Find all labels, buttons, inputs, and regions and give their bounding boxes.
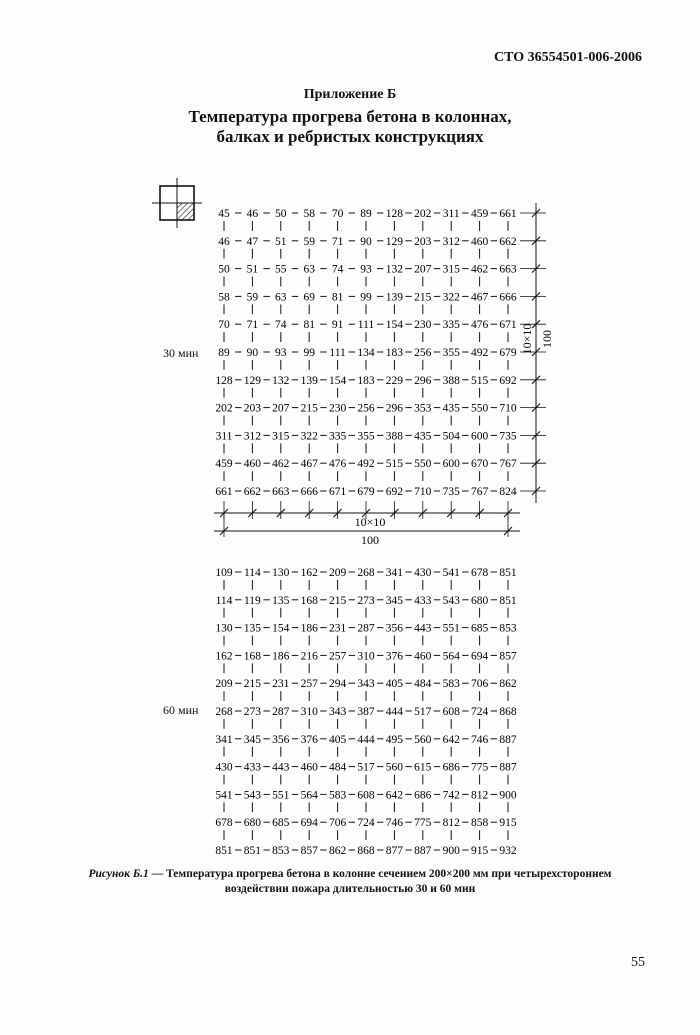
grid-30-value: 670 — [470, 458, 489, 471]
grid-30-min — [215, 208, 517, 498]
grid-30-value: 322 — [442, 291, 460, 304]
grid-60-value: 686 — [414, 789, 432, 802]
grid-30-value: 71 — [331, 235, 344, 248]
grid-60-value: 560 — [385, 761, 404, 774]
grid-30-value: 139 — [385, 291, 404, 304]
grid-60-value: 341 — [385, 567, 404, 579]
grid-60-value: 775 — [470, 761, 489, 774]
grid-30-value: 134 — [357, 347, 375, 359]
grid-30-value: 296 — [414, 374, 432, 387]
grid-60-value: 268 — [357, 567, 375, 579]
grid-30-value: 203 — [414, 235, 432, 248]
grid-30-value: 315 — [442, 263, 460, 276]
grid-60-value: 551 — [272, 789, 290, 802]
section-title-line-1: Температура прогрева бетона в колоннах, — [188, 107, 512, 126]
grid-30-value: 129 — [385, 235, 404, 248]
grid-30-value: 89 — [360, 208, 372, 220]
grid-30-value: 50 — [218, 263, 230, 276]
grid-60-value: 460 — [300, 761, 318, 774]
grid-60-value: 564 — [442, 650, 460, 663]
grid-30-value: 91 — [331, 319, 344, 332]
grid-30-value: 51 — [275, 235, 287, 248]
appendix-title: Приложение Б — [303, 87, 397, 102]
grid-60-value: 484 — [328, 761, 347, 774]
grid-60-value: 130 — [215, 622, 233, 635]
grid-60-value: 209 — [215, 678, 233, 691]
grid-60-value: 853 — [272, 845, 290, 857]
grid-60-value: 405 — [385, 678, 404, 691]
grid-30-value: 154 — [385, 319, 404, 332]
grid-30-value: 322 — [300, 430, 318, 443]
grid-60-value: 706 — [328, 817, 347, 830]
column-section-icon — [152, 178, 202, 228]
grid-60-value: 376 — [300, 733, 318, 746]
grid-30-value: 710 — [414, 486, 432, 498]
grid-30-value: 671 — [328, 486, 347, 498]
grid-60-value: 130 — [272, 567, 290, 579]
grid-60-value: 444 — [357, 733, 375, 746]
grid-30-value: 111 — [357, 319, 375, 332]
grid-30-value: 229 — [385, 374, 404, 387]
grid-30-value: 515 — [470, 374, 489, 387]
figure-caption — [0, 867, 700, 897]
grid-30-value: 59 — [303, 235, 315, 248]
grid-30-value: 671 — [499, 319, 517, 332]
grid-60-value: 268 — [215, 706, 233, 718]
grid-60-value: 430 — [414, 567, 432, 579]
grid-60-value: 273 — [357, 594, 375, 607]
grid-60-value: 686 — [442, 761, 460, 774]
grid-30-value: 139 — [300, 374, 318, 387]
grid-30-value: 692 — [499, 374, 517, 387]
grid-30-value: 51 — [246, 263, 259, 276]
grid-30-value: 202 — [215, 402, 233, 415]
grid-60-value: 862 — [328, 845, 347, 857]
grid-60-value: 444 — [385, 706, 404, 718]
grid-60-value: 119 — [243, 594, 261, 607]
grid-30-value: 476 — [328, 458, 347, 471]
grid-60-value: 543 — [243, 789, 262, 802]
time-label-30: 30 мин — [163, 346, 199, 360]
grid-60-value: 853 — [499, 622, 517, 635]
grid-30-value: 662 — [243, 486, 262, 498]
grid-30-value: 311 — [442, 208, 460, 220]
grid-60-value: 812 — [442, 817, 460, 830]
grid-60-value: 615 — [414, 761, 432, 774]
grid-60-value: 215 — [328, 594, 347, 607]
grid-60-value: 162 — [300, 567, 318, 579]
grid-30-value: 467 — [470, 291, 489, 304]
grid-60-value: 858 — [470, 817, 489, 830]
grid-30-value: 435 — [414, 430, 432, 443]
grid-30-value: 128 — [215, 374, 233, 387]
grid-30-value: 74 — [275, 319, 287, 332]
grid-60-value: 517 — [357, 761, 375, 774]
grid-60-value: 215 — [243, 678, 262, 691]
page-number: 55 — [631, 955, 645, 970]
grid-30-value: 661 — [499, 208, 517, 220]
grid-60-value: 135 — [272, 594, 290, 607]
grid-30-value: 692 — [385, 486, 404, 498]
grid-30-value: 132 — [272, 374, 290, 387]
grid-60-value: 746 — [385, 817, 404, 830]
grid-30-value: 45 — [218, 208, 230, 220]
grid-60-value: 109 — [215, 567, 233, 579]
grid-30-value: 492 — [470, 347, 489, 359]
grid-60-value: 345 — [385, 594, 404, 607]
grid-60-value: 162 — [215, 650, 233, 663]
grid-30-value: 215 — [300, 402, 318, 415]
grid-60-value: 560 — [414, 733, 432, 746]
grid-60-value: 310 — [357, 650, 375, 663]
grid-30-value: 50 — [275, 208, 287, 220]
grid-30-value: 767 — [470, 486, 489, 498]
grid-30-value: 63 — [303, 263, 315, 276]
grid-30-value: 600 — [442, 458, 460, 471]
dimension-label-spacing-horizontal: 10×10 — [354, 515, 386, 529]
grid-30-value: 335 — [328, 430, 347, 443]
grid-60-value: 678 — [470, 567, 489, 579]
grid-30-value: 824 — [499, 486, 517, 498]
caption-text-line-2: воздействии пожара длительностью 30 и 60 мин — [224, 883, 476, 895]
grid-60-min — [215, 567, 517, 857]
grid-60-value: 642 — [442, 733, 460, 746]
grid-30-value: 47 — [246, 235, 259, 248]
grid-30-value: 460 — [243, 458, 262, 471]
grid-60-value: 460 — [414, 650, 432, 663]
grid-60-value: 405 — [328, 733, 347, 746]
grid-60-value: 376 — [385, 650, 404, 663]
grid-60-value: 608 — [442, 706, 460, 718]
grid-30-value: 230 — [414, 319, 432, 332]
grid-60-value: 433 — [414, 594, 432, 607]
grid-60-value: 887 — [499, 761, 517, 774]
grid-60-value: 887 — [499, 733, 517, 746]
grid-30-value: 183 — [357, 374, 375, 387]
grid-30-value: 46 — [246, 208, 259, 220]
grid-60-value: 642 — [385, 789, 404, 802]
grid-30-value: 476 — [470, 319, 489, 332]
grid-60-value: 541 — [215, 789, 233, 802]
grid-30-value: 312 — [442, 235, 460, 248]
grid-60-value: 608 — [357, 789, 375, 802]
grid-60-value: 724 — [357, 817, 375, 830]
caption-text-line-1: — Температура прогрева бетона в колонне сечением 200×200 мм при четырехстороннем — [148, 868, 612, 880]
grid-60-value: 168 — [243, 650, 262, 663]
grid-30-value: 296 — [385, 402, 404, 415]
grid-30-value: 462 — [470, 263, 489, 276]
grid-30-value: 315 — [272, 430, 290, 443]
grid-60-value: 186 — [272, 650, 290, 663]
grid-60-value: 685 — [272, 817, 290, 830]
grid-60-value: 851 — [499, 567, 517, 579]
grid-30-value: 90 — [246, 347, 259, 359]
grid-30-value: 735 — [442, 486, 460, 498]
grid-30-value: 662 — [499, 235, 517, 248]
grid-30-value: 46 — [218, 235, 230, 248]
grid-60-value: 812 — [470, 789, 489, 802]
grid-30-value: 58 — [303, 208, 315, 220]
grid-60-value: 694 — [300, 817, 318, 830]
figure-label: Рисунок Б.1 — [88, 868, 149, 880]
grid-30-value: 435 — [442, 402, 460, 415]
grid-60-value: 862 — [499, 678, 517, 691]
grid-60-value: 257 — [300, 678, 318, 691]
grid-60-value: 387 — [357, 706, 375, 718]
grid-30-value: 63 — [275, 291, 287, 304]
grid-30-value: 550 — [414, 458, 432, 471]
grid-60-value: 851 — [499, 594, 517, 607]
grid-30-value: 256 — [357, 402, 375, 415]
document-code: СТО 36554501-006-2006 — [494, 50, 642, 65]
grid-30-value: 230 — [328, 402, 347, 415]
grid-30-value: 132 — [385, 263, 404, 276]
grid-60-value: 915 — [499, 817, 517, 830]
grid-30-value: 335 — [442, 319, 460, 332]
grid-60-value: 887 — [414, 845, 432, 857]
grid-30-value: 111 — [329, 347, 346, 359]
grid-60-value: 857 — [300, 845, 318, 857]
grid-60-value: 583 — [328, 789, 347, 802]
grid-30-value: 679 — [357, 486, 375, 498]
grid-60-value: 114 — [243, 567, 261, 579]
grid-60-value: 273 — [243, 706, 262, 718]
grid-60-value: 154 — [272, 622, 290, 635]
grid-60-value: 114 — [215, 594, 233, 607]
grid-60-value: 294 — [328, 678, 347, 691]
grid-60-value: 564 — [300, 789, 318, 802]
grid-30-value: 55 — [275, 263, 287, 276]
grid-30-value: 459 — [470, 208, 489, 220]
grid-60-value: 915 — [470, 845, 489, 857]
grid-60-value: 742 — [442, 789, 460, 802]
grid-60-value: 356 — [385, 622, 404, 635]
grid-30-value: 207 — [272, 402, 290, 415]
grid-60-value: 877 — [385, 845, 404, 857]
grid-60-value: 287 — [357, 622, 375, 635]
grid-60-value: 900 — [499, 789, 517, 802]
grid-60-value: 868 — [357, 845, 375, 857]
grid-30-value: 550 — [470, 402, 489, 415]
grid-30-value: 183 — [385, 347, 404, 359]
grid-60-value: 430 — [215, 761, 233, 774]
dimension-label-total-vertical: 100 — [540, 330, 554, 348]
grid-60-value: 484 — [414, 678, 432, 691]
grid-30-value: 312 — [243, 430, 262, 443]
grid-30-value: 735 — [499, 430, 517, 443]
grid-30-value: 353 — [414, 402, 432, 415]
grid-30-value: 710 — [499, 402, 517, 415]
grid-30-value: 663 — [272, 486, 290, 498]
grid-30-value: 661 — [215, 486, 233, 498]
grid-60-value: 551 — [442, 622, 460, 635]
grid-30-value: 70 — [218, 319, 230, 332]
grid-60-value: 517 — [414, 706, 432, 718]
grid-30-value: 154 — [328, 374, 347, 387]
grid-60-value: 541 — [442, 567, 460, 579]
grid-30-value: 71 — [246, 319, 259, 332]
grid-60-value: 345 — [243, 733, 262, 746]
grid-60-value: 209 — [328, 567, 347, 579]
grid-30-value: 99 — [360, 291, 372, 304]
grid-60-value: 231 — [272, 678, 290, 691]
grid-30-value: 93 — [360, 263, 372, 276]
grid-30-value: 462 — [272, 458, 290, 471]
grid-30-value: 89 — [218, 347, 230, 359]
grid-60-value: 443 — [272, 761, 290, 774]
grid-60-value: 343 — [328, 706, 347, 718]
grid-60-value: 433 — [243, 761, 262, 774]
grid-30-value: 663 — [499, 263, 517, 276]
grid-60-value: 851 — [243, 845, 262, 857]
grid-60-value: 868 — [499, 706, 517, 718]
grid-30-value: 207 — [414, 263, 432, 276]
grid-30-value: 69 — [303, 291, 315, 304]
grid-30-value: 679 — [499, 347, 517, 359]
grid-30-value: 460 — [470, 235, 489, 248]
grid-60-value: 932 — [499, 845, 517, 857]
grid-30-value: 388 — [385, 430, 404, 443]
grid-60-value: 685 — [470, 622, 489, 635]
grid-60-value: 583 — [442, 678, 460, 691]
grid-30-value: 90 — [360, 235, 372, 248]
grid-60-value: 135 — [243, 622, 262, 635]
grid-30-value: 81 — [331, 291, 344, 304]
grid-30-value: 129 — [243, 374, 262, 387]
grid-60-value: 857 — [499, 650, 517, 663]
grid-60-value: 543 — [442, 594, 460, 607]
grid-60-value: 186 — [300, 622, 318, 635]
grid-30-value: 99 — [303, 347, 315, 359]
time-label-60: 60 мин — [163, 703, 199, 717]
grid-60-value: 495 — [385, 733, 404, 746]
grid-30-value: 504 — [442, 430, 460, 443]
grid-30-value: 355 — [357, 430, 375, 443]
grid-30-value: 58 — [218, 291, 230, 304]
dimension-label-total-horizontal: 100 — [361, 533, 379, 547]
grid-30-value: 311 — [215, 430, 233, 443]
grid-60-value: 678 — [215, 817, 233, 830]
grid-60-value: 443 — [414, 622, 432, 635]
grid-30-value: 256 — [414, 347, 432, 359]
grid-60-value: 680 — [470, 594, 489, 607]
grid-30-value: 467 — [300, 458, 318, 471]
grid-30-value: 767 — [499, 458, 517, 471]
grid-60-value: 216 — [300, 650, 318, 663]
grid-60-value: 231 — [328, 622, 347, 635]
grid-60-value: 706 — [470, 678, 489, 691]
grid-60-value: 900 — [442, 845, 460, 857]
grid-30-value: 215 — [414, 291, 432, 304]
grid-60-value: 746 — [470, 733, 489, 746]
grid-30-value: 459 — [215, 458, 233, 471]
grid-60-value: 310 — [300, 706, 318, 718]
grid-30-value: 74 — [331, 263, 344, 276]
grid-60-value: 257 — [328, 650, 347, 663]
grid-30-value: 600 — [470, 430, 489, 443]
dimension-label-spacing-vertical: 10×10 — [520, 323, 534, 355]
grid-60-value: 168 — [300, 594, 318, 607]
grid-60-value: 851 — [215, 845, 233, 857]
grid-60-value: 287 — [272, 706, 290, 718]
grid-30-value: 203 — [243, 402, 262, 415]
grid-60-value: 356 — [272, 733, 290, 746]
grid-30-value: 388 — [442, 374, 460, 387]
grid-30-value: 128 — [385, 208, 404, 220]
grid-60-value: 724 — [470, 706, 489, 718]
grid-30-value: 355 — [442, 347, 460, 359]
grid-30-value: 70 — [331, 208, 344, 220]
grid-60-value: 341 — [215, 733, 233, 746]
grid-60-value: 680 — [243, 817, 262, 830]
grid-30-value: 81 — [303, 319, 315, 332]
grid-60-value: 694 — [470, 650, 489, 663]
grid-30-value: 93 — [275, 347, 287, 359]
grid-30-value: 59 — [246, 291, 259, 304]
grid-30-value: 202 — [414, 208, 432, 220]
grid-30-value: 492 — [357, 458, 375, 471]
grid-30-value: 515 — [385, 458, 404, 471]
section-title-line-2: балках и ребристых конструкциях — [216, 127, 484, 146]
grid-60-value: 343 — [357, 678, 375, 691]
grid-60-value: 775 — [414, 817, 432, 830]
grid-30-value: 666 — [300, 486, 318, 498]
grid-30-value: 666 — [499, 291, 517, 304]
